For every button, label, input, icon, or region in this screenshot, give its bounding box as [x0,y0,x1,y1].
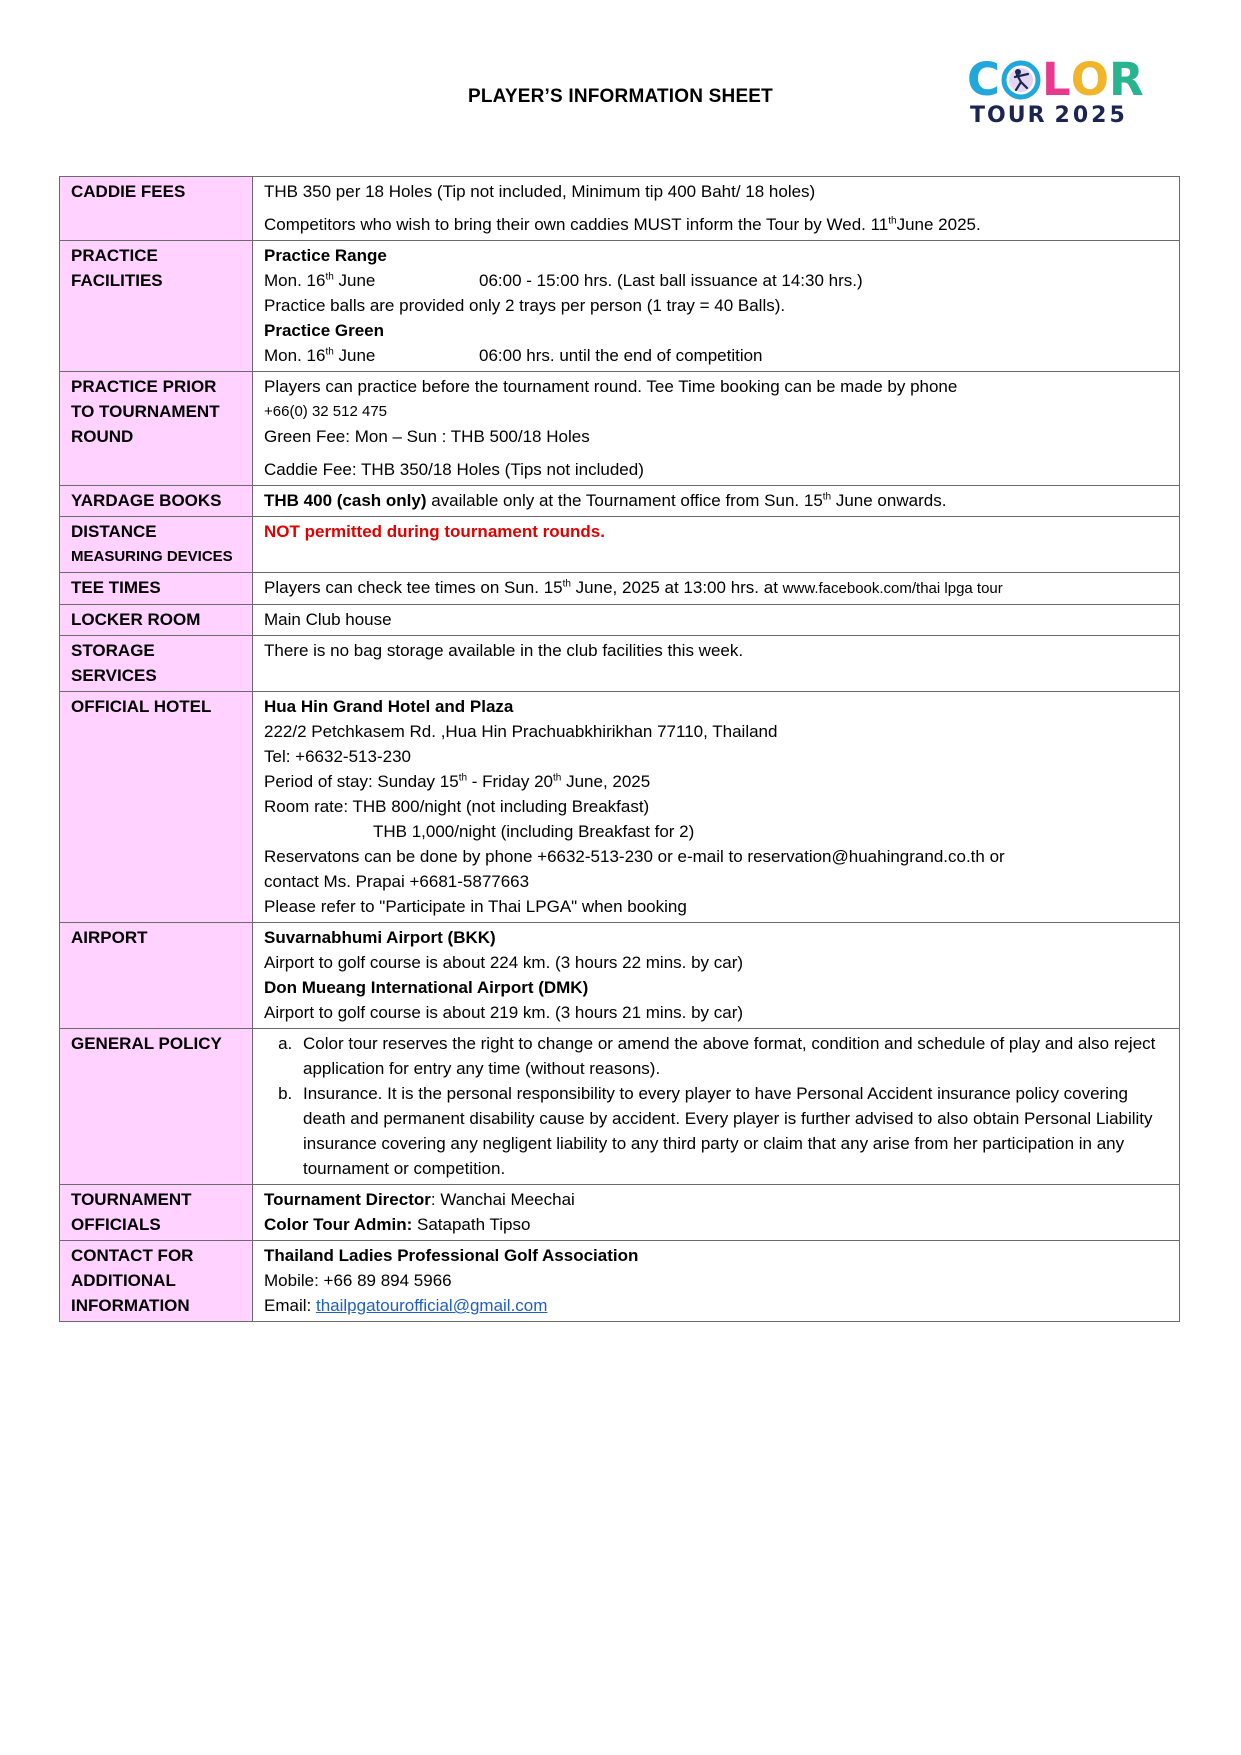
logo-letter-r: R [1108,53,1144,106]
value-official-hotel [253,692,1180,923]
tee-booking-line: Players can practice before the tournament round. Tee Time booking can be made by phone [264,377,958,396]
value-airport [253,923,1180,1029]
logo-letter-c: C [967,53,1001,106]
row-yardage-books [60,486,1180,517]
value-practice-prior [253,372,1180,486]
practice-green-title: Practice Green [264,321,385,340]
row-distance-devices [60,517,1180,573]
prior-caddie-fee: Caddie Fee: THB 350/18 Holes (Tips not included) [264,460,644,479]
value-storage-services: There is no bag storage available in the club facilities this week. [253,636,1180,692]
page-title: PLAYER’S INFORMATION SHEET [467,86,773,107]
row-airport [60,923,1180,1029]
tournament-director: Tournament Director: Wanchai Meechai [264,1190,575,1209]
color-tour-logo [967,53,1162,130]
contact-email-link[interactable]: thailpgatourofficial@gmail.com [315,1296,548,1315]
label-distance-devices: DISTANCE MEASURING DEVICES [60,517,253,573]
label-storage-services: STORAGE SERVICES [60,636,253,692]
policy-list [264,1031,1168,1181]
row-storage-services [60,636,1180,692]
label-locker-room: LOCKER ROOM [60,605,253,636]
tour-admin: Color Tour Admin: Satapath Tipso [264,1215,531,1234]
row-locker-room [60,605,1180,636]
logo-tour: TOUR [970,103,1047,128]
practice-range-title: Practice Range [264,246,387,265]
tee-times-url[interactable]: www.facebook.com/thai lpga tour [782,580,1003,597]
info-table [59,176,1180,1322]
contact-organization: Thailand Ladies Professional Golf Association [264,1246,639,1265]
contact-email-line: Email: thailpgatourofficial@gmail.com [264,1296,548,1315]
hotel-reservation: Reservatons can be done by phone +6632-513-230 or e-mail to reservation@huahingrand.co.th or [264,847,1005,866]
caddie-fee-line: THB 350 per 18 Holes (Tip not included, Minimum tip 400 Baht/ 18 holes) [264,182,816,201]
practice-range-schedule: Mon. 16th June 06:00 - 15:00 hrs. (Last ball issuance at 14:30 hrs.) [264,271,863,290]
value-distance-devices: NOT permitted during tournament rounds. [253,517,1180,573]
policy-item: b. Insurance. It is the personal responsibility to every player to have Personal Accident insurance policy covering death and permanent disability cause by accident. Every player is further advised to also obtain Personal Liability insurance covering any negligent liability to any third party or claim that any arise from her participation in any tournament or competition. [297,1081,1168,1181]
hotel-rate-1: Room rate: THB 800/night (not including Breakfast) [264,797,650,816]
label-practice-prior: PRACTICE PRIOR TO TOURNAMENT ROUND [60,372,253,486]
value-tournament-officials [253,1185,1180,1241]
row-practice-facilities [60,241,1180,372]
label-contact-info: CONTACT FOR ADDITIONAL INFORMATION [60,1241,253,1322]
logo-subtitle [970,103,1128,128]
hotel-rate-2: THB 1,000/night (including Breakfast for 2) [373,822,695,841]
hotel-address: 222/2 Petchkasem Rd. ,Hua Hin Prachuabkhirikhan 77110, Thailand [264,722,778,741]
golfer-icon [1001,60,1041,100]
row-general-policy [60,1029,1180,1185]
value-tee-times: Players can check tee times on Sun. 15th June, 2025 at 13:00 hrs. at www.facebook.com/thai lpga tour [253,573,1180,605]
label-general-policy: GENERAL POLICY [60,1029,253,1185]
airport-bkk-text: Airport to golf course is about 224 km. (3 hours 22 mins. by car) [264,953,744,972]
airport-dmk-text: Airport to golf course is about 219 km. (3 hours 21 mins. by car) [264,1003,744,1022]
practice-green-schedule: Mon. 16th June 06:00 hrs. until the end of competition [264,346,763,365]
row-tournament-officials [60,1185,1180,1241]
value-general-policy [253,1029,1180,1185]
label-yardage-books: YARDAGE BOOKS [60,486,253,517]
booking-phone: +66(0) 32 512 475 [264,403,388,420]
value-practice-facilities [253,241,1180,372]
logo-year: 2025 [1054,103,1128,128]
value-yardage-books: THB 400 (cash only) available only at the Tournament office from Sun. 15th June onwards. [253,486,1180,517]
label-tournament-officials: TOURNAMENT OFFICIALS [60,1185,253,1241]
hotel-contact: contact Ms. Prapai +6681-5877663 [264,872,530,891]
label-official-hotel: OFFICIAL HOTEL [60,692,253,923]
row-caddie-fees [60,177,1180,241]
airport-dmk-title: Don Mueang International Airport (DMK) [264,978,589,997]
value-locker-room: Main Club house [253,605,1180,636]
hotel-booking-note: Please refer to "Participate in Thai LPGA" when booking [264,897,687,916]
logo-letter-o: O [1070,53,1109,106]
value-caddie-fees [253,177,1180,241]
logo-letter-l: L [1042,53,1071,106]
label-tee-times: TEE TIMES [60,573,253,605]
hotel-stay-period: Period of stay: Sunday 15th - Friday 20th June, 2025 [264,772,651,791]
logo-wordmark [967,53,1144,106]
row-tee-times [60,573,1180,605]
hotel-tel: Tel: +6632-513-230 [264,747,411,766]
value-contact-info [253,1241,1180,1322]
own-caddie-line: Competitors who wish to bring their own caddies MUST inform the Tour by Wed. 11thJune 2025. [264,215,981,234]
airport-bkk-title: Suvarnabhumi Airport (BKK) [264,928,496,947]
row-official-hotel [60,692,1180,923]
policy-item: a. Color tour reserves the right to change or amend the above format, condition and schedule of play and also reject application for entry any time (without reasons). [297,1031,1168,1081]
label-airport: AIRPORT [60,923,253,1029]
contact-mobile: Mobile: +66 89 894 5966 [264,1271,452,1290]
row-contact-info [60,1241,1180,1322]
hotel-name: Hua Hin Grand Hotel and Plaza [264,697,514,716]
practice-balls-note: Practice balls are provided only 2 trays per person (1 tray = 40 Balls). [264,296,786,315]
row-practice-prior [60,372,1180,486]
label-caddie-fees: CADDIE FEES [60,177,253,241]
green-fee: Green Fee: Mon – Sun : THB 500/18 Holes [264,427,590,446]
label-practice-facilities: PRACTICE FACILITIES [60,241,253,372]
